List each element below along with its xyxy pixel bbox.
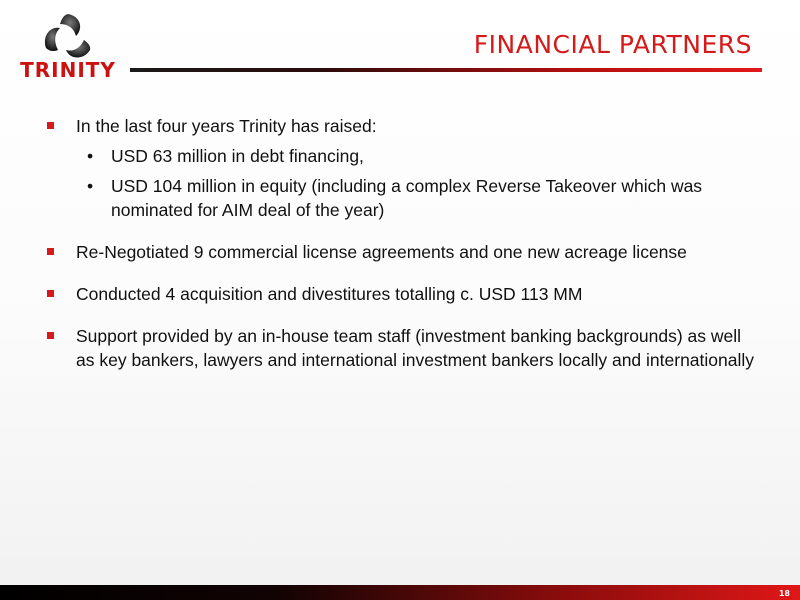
slide-content — [46, 114, 762, 372]
square-bullet-icon — [47, 248, 54, 255]
bullet-item — [46, 114, 762, 222]
footer-bar — [0, 585, 800, 600]
bullet-item — [46, 324, 762, 372]
bullet-text: In the last four years Trinity has raised: — [76, 116, 377, 136]
sub-bullet-list — [76, 144, 762, 222]
bullet-text: Support provided by an in-house team staff (investment banking backgrounds) as well as key bankers, lawyers and international investment bankers locally and internationally — [76, 326, 755, 370]
trinity-triskele-icon — [40, 12, 96, 62]
trinity-logo — [12, 12, 124, 82]
round-bullet-icon: • — [87, 146, 94, 166]
square-bullet-icon — [47, 290, 54, 297]
bullet-text: Re-Negotiated 9 commercial license agreements and one new acreage license — [76, 242, 687, 262]
page-number: 18 — [778, 589, 790, 598]
title-divider — [130, 68, 762, 72]
bullet-item — [46, 282, 762, 306]
logo-text: TRINITY — [20, 58, 116, 82]
bullet-text: Conducted 4 acquisition and divestitures totalling c. USD 113 MM — [76, 284, 583, 304]
bullet-item — [46, 240, 762, 264]
sub-bullet-text: USD 63 million in debt financing, — [111, 146, 364, 166]
round-bullet-icon: • — [87, 176, 94, 196]
slide-title: FINANCIAL PARTNERS — [473, 30, 752, 59]
sub-bullet-text: USD 104 million in equity (including a complex Reverse Takeover which was nominated for AIM deal of the year) — [111, 176, 703, 220]
square-bullet-icon — [47, 332, 54, 339]
square-bullet-icon — [47, 122, 54, 129]
sub-bullet-item — [76, 174, 762, 222]
sub-bullet-item — [76, 144, 762, 168]
